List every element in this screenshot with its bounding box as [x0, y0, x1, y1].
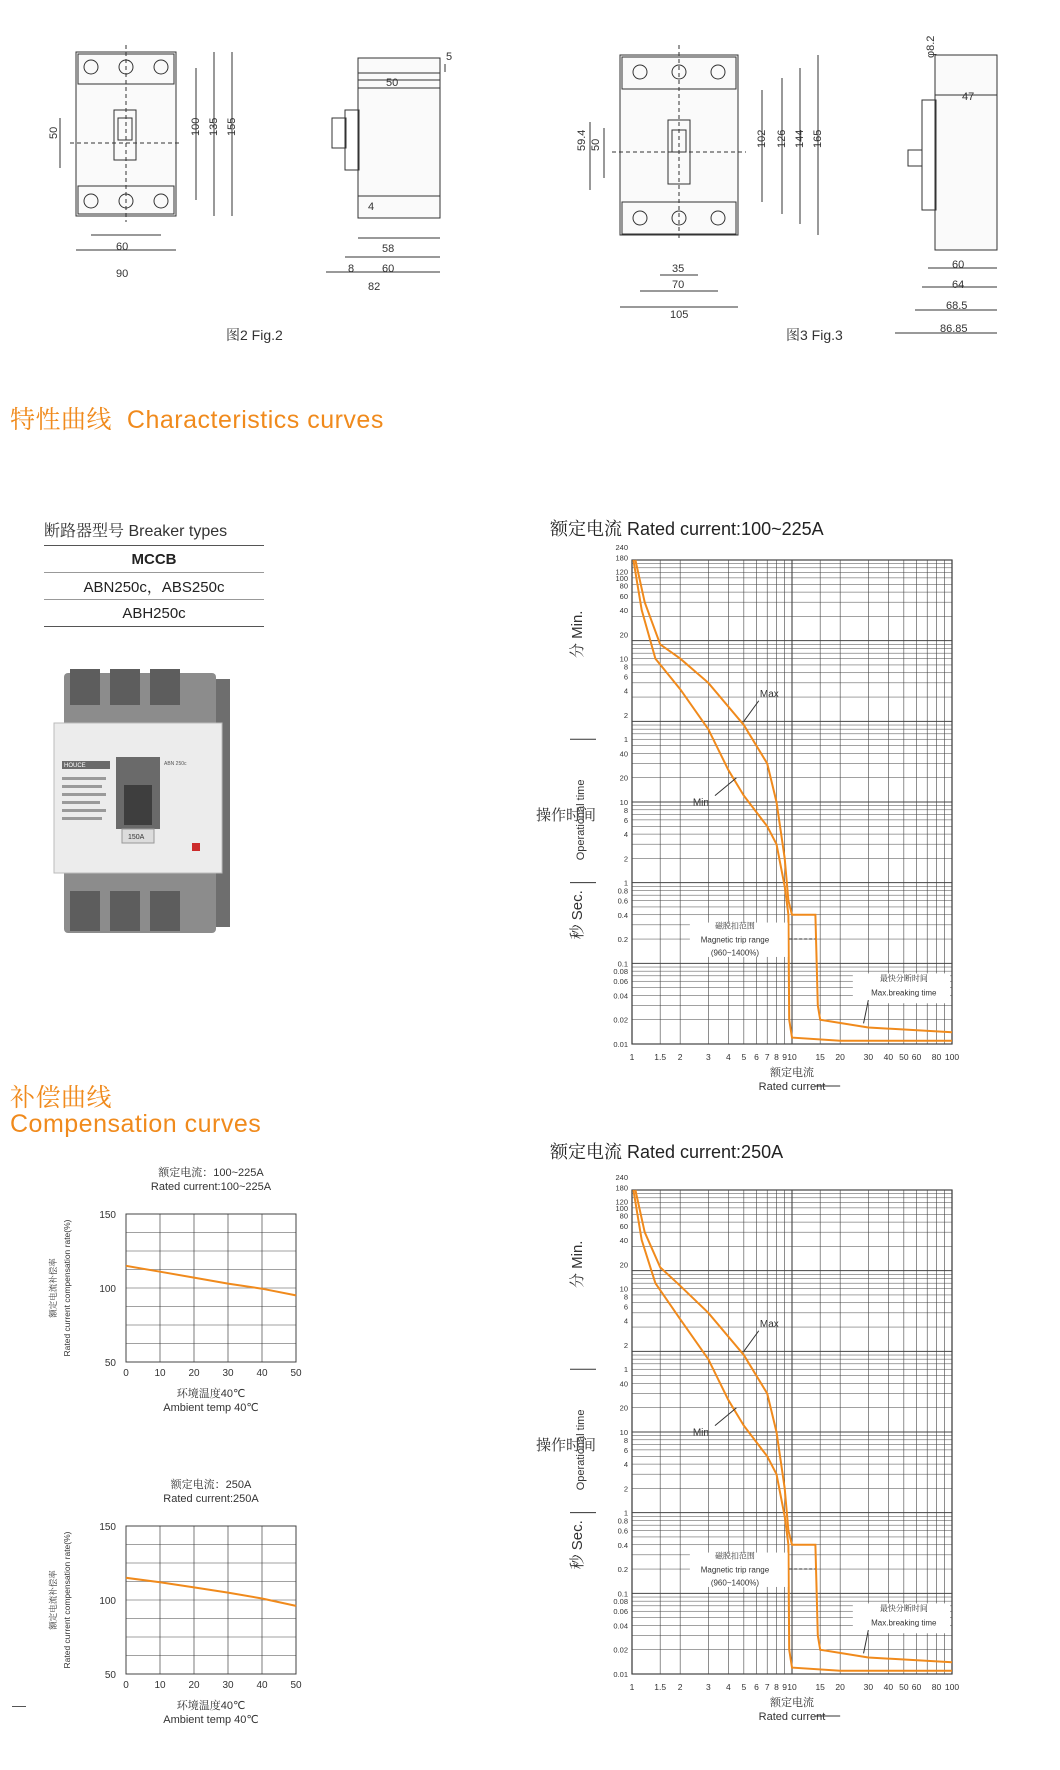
annotation-breaking-cn: 最快分断时间	[879, 1604, 928, 1614]
breaker-types-table	[44, 545, 264, 627]
y-axis-label-cn: 额定电流补偿率	[48, 1258, 58, 1318]
x-tick-label: 20	[835, 1682, 845, 1692]
annotation-magnetic-cn: 磁脱扣范围	[714, 921, 755, 931]
x-tick-label: 1.5	[654, 1682, 667, 1692]
y-tick-label: 0.02	[613, 1645, 628, 1655]
x-tick-label: 100	[944, 1682, 960, 1692]
compensation-chart-100-225	[40, 1162, 310, 1422]
y-tick-label: 0.01	[613, 1670, 628, 1679]
x-tick-label: 40	[256, 1680, 268, 1691]
y-tick-label: 2	[623, 710, 628, 720]
y-tick-label: 20	[619, 630, 628, 640]
dim-label: 165	[812, 129, 824, 148]
x-tick-label: 2	[677, 1682, 683, 1692]
x-tick-label: 6	[754, 1052, 759, 1062]
y-tick-label: 0.6	[617, 1526, 628, 1536]
y-tick-label: 10	[619, 1284, 628, 1294]
compensation-curve	[126, 1578, 296, 1606]
x-tick-label: 60	[911, 1682, 922, 1692]
dim-label: 5	[446, 51, 453, 63]
comp-title-en: Rated current:100~225A	[150, 1181, 272, 1193]
x-tick-label: 3	[705, 1052, 711, 1062]
comp-title-cn: 额定电流：100~225A	[158, 1167, 264, 1179]
x-tick-label: 3	[705, 1682, 711, 1692]
x-tick-label: 7	[764, 1682, 770, 1692]
x-tick-label: 30	[863, 1052, 874, 1062]
y-tick-label: 2	[623, 854, 628, 864]
annotation-breaking-cn: 最快分断时间	[879, 974, 928, 984]
x-tick-label: 80	[931, 1682, 942, 1692]
y-tick-label: 1	[623, 735, 628, 745]
y-tick-label: 10	[619, 654, 628, 664]
x-axis-label-cn: 额定电流	[770, 1067, 814, 1079]
annotation-magnetic-en: Magnetic trip range	[700, 1565, 770, 1575]
x-tick-label: 0	[123, 1680, 129, 1691]
y-tick-label: 60	[619, 591, 628, 601]
x-tick-label: 15	[815, 1682, 825, 1692]
breaker-types-label: 断路器型号 Breaker types	[44, 523, 228, 540]
y-axis-label-en: Rated current compensation rate(%)	[62, 1531, 72, 1669]
y-tick-label: 1	[623, 1365, 628, 1375]
y-tick-label: 20	[619, 1260, 628, 1270]
y-tick-label: 0.2	[617, 935, 628, 945]
dim-label: 60	[382, 263, 395, 275]
y-tick-label: 180	[615, 1183, 628, 1193]
annotation-magnetic-cn: 磁脱扣范围	[714, 1551, 755, 1561]
x-tick-label: 4	[725, 1682, 731, 1692]
table-cell: MCCB	[44, 546, 264, 573]
y-tick-label: 0.6	[617, 896, 628, 906]
x-axis-label-en: Ambient temp 40℃	[163, 1714, 259, 1726]
dim-label: 47	[962, 91, 975, 103]
x-tick-label: 8	[774, 1052, 779, 1062]
trip-curve-chart-100-225	[535, 543, 970, 1095]
dim-label: 68.5	[946, 300, 968, 312]
y-tick-label: 100	[99, 1284, 116, 1295]
dim-label: 102	[756, 129, 768, 148]
y-tick-label: 120	[615, 567, 628, 577]
y-tick-label: 0.4	[617, 1540, 628, 1550]
y-tick-label: 6	[623, 1445, 628, 1455]
y-tick-label: 0.04	[613, 991, 628, 1001]
x-tick-label: 10	[787, 1682, 797, 1692]
y-tick-label: 0.04	[613, 1621, 628, 1631]
table-cell: ABN250c，ABS250c	[44, 573, 264, 600]
table-row	[44, 546, 264, 573]
y-tick-label: 1	[623, 878, 628, 888]
y-tick-label: 80	[619, 1211, 628, 1221]
x-tick-label: 30	[863, 1682, 874, 1692]
x-tick-label: 40	[883, 1052, 894, 1062]
y-tick-label: 80	[619, 581, 628, 591]
dim-label: 4	[368, 201, 375, 213]
x-tick-label: 50	[899, 1052, 909, 1062]
characteristics-title	[10, 400, 384, 436]
annotation-breaking-en: Max.breaking time	[871, 1618, 937, 1628]
x-tick-label: 4	[725, 1052, 731, 1062]
table-row	[44, 600, 264, 627]
y-tick-label: 10	[619, 1428, 628, 1437]
annotation-magnetic-en: Magnetic trip range	[700, 935, 770, 945]
compensation-title-en: Compensation curves	[10, 1110, 262, 1138]
comp-title-en: Rated current:250A	[163, 1493, 259, 1505]
annotation-breaking-en: Max.breaking time	[871, 988, 937, 998]
y-tick-label: 120	[615, 1197, 628, 1207]
curve-min	[633, 1190, 952, 1671]
comp-title-cn: 额定电流：250A	[170, 1479, 252, 1491]
y-band-label-cn: 操作时间	[535, 806, 597, 824]
y-tick-label: 0.06	[613, 977, 628, 987]
y-band-label-min: 分 Min.	[569, 1240, 586, 1289]
y-band-label-sec: 秒 Sec.	[569, 1520, 586, 1570]
annotation-leader	[715, 1408, 737, 1426]
x-tick-label: 50	[899, 1682, 909, 1692]
fig2-side-view	[326, 58, 445, 272]
x-tick-label: 100	[944, 1052, 960, 1062]
x-tick-label: 10	[154, 1680, 166, 1691]
y-tick-label: 40	[619, 605, 628, 615]
y-tick-label: 40	[619, 1235, 628, 1245]
x-tick-label: 30	[222, 1368, 234, 1379]
x-axis-label-cn: 环境温度40℃	[176, 1700, 246, 1712]
annotation-leader	[715, 778, 737, 796]
dim-label: 70	[672, 279, 685, 291]
y-tick-label: 0.06	[613, 1607, 628, 1617]
table-row	[44, 573, 264, 600]
dimension-labels	[48, 36, 974, 335]
y-tick-label: 1	[623, 1508, 628, 1518]
dim-label: 58	[382, 243, 395, 255]
y-axis-label-en: Rated current compensation rate(%)	[62, 1219, 72, 1357]
x-axis-label-en: Rated current	[758, 1081, 826, 1093]
fig2-front-view	[60, 45, 232, 250]
x-tick-label: 50	[290, 1368, 302, 1379]
x-tick-label: 9	[782, 1682, 788, 1692]
x-tick-label: 10	[154, 1368, 166, 1379]
dim-label: 60	[952, 259, 965, 271]
y-tick-label: 4	[623, 1460, 628, 1470]
y-tick-label: 0.08	[613, 1597, 628, 1607]
margin-mark	[12, 1706, 26, 1707]
y-tick-label: 20	[619, 773, 628, 783]
characteristics-title-en: Characteristics curves	[126, 406, 384, 434]
dim-label: 155	[226, 117, 238, 136]
x-axis-label-en: Rated current	[758, 1711, 826, 1723]
dim-label: 50	[48, 126, 60, 139]
x-tick-label: 80	[931, 1052, 942, 1062]
annotation-max: Max	[759, 1319, 779, 1331]
characteristics-title-cn: 特性曲线	[10, 406, 113, 434]
trip-curve-chart-250	[535, 1173, 970, 1725]
x-tick-label: 0	[123, 1368, 129, 1379]
dim-label: 35	[672, 263, 685, 275]
y-band-label-en: Operational time	[575, 779, 587, 861]
chart-title-100-225: 额定电流 Rated current:100~225A	[550, 519, 824, 539]
y-band-label-sec: 秒 Sec.	[569, 890, 586, 940]
curve-max	[635, 560, 952, 1032]
dim-label: 135	[208, 117, 220, 136]
x-axis-label-cn: 环境温度40℃	[176, 1388, 246, 1400]
y-tick-label: 0.08	[613, 967, 628, 977]
x-axis-label-en: Ambient temp 40℃	[163, 1402, 259, 1414]
y-tick-label: 40	[619, 1379, 628, 1389]
x-tick-label: 15	[815, 1052, 825, 1062]
dim-label: 90	[116, 268, 129, 280]
y-tick-label: 4	[623, 1316, 628, 1326]
y-tick-label: 10	[619, 798, 628, 807]
y-tick-label: 6	[623, 672, 628, 682]
product-photo	[44, 665, 244, 945]
x-tick-label: 6	[754, 1682, 759, 1692]
dim-label: 50	[386, 77, 399, 89]
y-tick-label: 4	[623, 686, 628, 696]
y-tick-label: 0.1	[617, 1589, 628, 1599]
dim-label: φ8.2	[925, 35, 937, 58]
fig3-front-view	[590, 45, 818, 307]
compensation-title-cn: 补偿曲线	[10, 1084, 113, 1112]
x-tick-label: 20	[188, 1368, 200, 1379]
y-tick-label: 0.8	[617, 1516, 628, 1526]
y-band-label-min: 分 Min.	[569, 610, 586, 659]
dim-label: 86.85	[940, 323, 968, 335]
x-tick-label: 20	[188, 1680, 200, 1691]
x-tick-label: 40	[883, 1682, 894, 1692]
model-text: ABN 250c	[164, 761, 187, 767]
y-tick-label: 240	[615, 543, 628, 553]
x-tick-label: 5	[741, 1682, 747, 1692]
annotation-magnetic-range: (960~1400%)	[710, 1578, 760, 1588]
dim-label: 8	[348, 263, 355, 275]
table-cell: ABH250c	[44, 600, 264, 627]
rating-text: 150A	[128, 834, 145, 841]
y-tick-label: 50	[104, 1670, 116, 1681]
annotation-min: Min	[692, 1427, 709, 1439]
curve-min	[633, 560, 952, 1041]
y-tick-label: 150	[99, 1522, 116, 1533]
x-tick-label: 50	[290, 1680, 302, 1691]
y-axis-label-cn: 额定电流补偿率	[48, 1570, 58, 1630]
x-axis-label-cn: 额定电流	[770, 1697, 814, 1709]
y-tick-label: 50	[104, 1358, 116, 1369]
y-tick-label: 40	[619, 749, 628, 759]
chart-title-250: 额定电流 Rated current:250A	[550, 1142, 784, 1162]
dim-label: 82	[368, 281, 381, 293]
y-tick-label: 8	[623, 805, 628, 815]
y-tick-label: 100	[615, 573, 628, 583]
annotation-min: Min	[692, 797, 709, 809]
y-tick-label: 0.2	[617, 1565, 628, 1575]
y-band-label-en: Operational time	[575, 1409, 587, 1491]
y-tick-label: 0.01	[613, 1040, 628, 1049]
x-tick-label: 1	[629, 1052, 635, 1062]
x-tick-label: 40	[256, 1368, 268, 1379]
dim-label: 59.4	[576, 129, 588, 151]
y-tick-label: 100	[615, 1203, 628, 1213]
dim-label: 64	[952, 279, 965, 291]
y-tick-label: 240	[615, 1173, 628, 1183]
brand-text: HOUCE	[64, 763, 86, 769]
y-tick-label: 4	[623, 830, 628, 840]
x-tick-label: 5	[741, 1052, 747, 1062]
y-tick-label: 8	[623, 1435, 628, 1445]
y-band-label-cn: 操作时间	[535, 1436, 597, 1454]
y-tick-label: 0.4	[617, 910, 628, 920]
x-tick-label: 60	[911, 1052, 922, 1062]
dim-label: 100	[190, 117, 202, 136]
dim-label: 105	[670, 309, 689, 321]
fig2-caption: 图2 Fig.2	[226, 327, 283, 343]
x-tick-label: 9	[782, 1052, 788, 1062]
x-tick-label: 2	[677, 1052, 683, 1062]
y-tick-label: 8	[623, 662, 628, 672]
fig3-side-view	[895, 55, 997, 333]
y-tick-label: 8	[623, 1292, 628, 1302]
dim-label: 126	[776, 129, 788, 148]
dimension-drawings	[0, 0, 1060, 340]
y-tick-label: 150	[99, 1210, 116, 1221]
x-tick-label: 7	[764, 1052, 770, 1062]
dim-label: 144	[794, 129, 806, 148]
y-tick-label: 6	[623, 1302, 628, 1312]
fig3-caption: 图3 Fig.3	[786, 327, 843, 343]
y-tick-label: 0.1	[617, 959, 628, 969]
y-tick-label: 6	[623, 815, 628, 825]
y-tick-label: 0.02	[613, 1015, 628, 1025]
x-tick-label: 1.5	[654, 1052, 667, 1062]
annotation-magnetic-range: (960~1400%)	[710, 948, 760, 958]
y-tick-label: 180	[615, 553, 628, 563]
x-tick-label: 8	[774, 1682, 779, 1692]
y-tick-label: 2	[623, 1340, 628, 1350]
y-tick-label: 60	[619, 1221, 628, 1231]
dim-label: 60	[116, 241, 129, 253]
y-tick-label: 0.8	[617, 886, 628, 896]
curve-max	[635, 1190, 952, 1662]
x-tick-label: 10	[787, 1052, 797, 1062]
y-tick-label: 100	[99, 1596, 116, 1607]
x-tick-label: 1	[629, 1682, 635, 1692]
compensation-chart-250	[40, 1474, 310, 1749]
y-tick-label: 20	[619, 1403, 628, 1413]
compensation-curve	[126, 1266, 296, 1296]
x-tick-label: 30	[222, 1680, 234, 1691]
y-tick-label: 2	[623, 1484, 628, 1494]
annotation-max: Max	[759, 689, 779, 701]
x-tick-label: 20	[835, 1052, 845, 1062]
dim-label: 50	[590, 138, 602, 151]
